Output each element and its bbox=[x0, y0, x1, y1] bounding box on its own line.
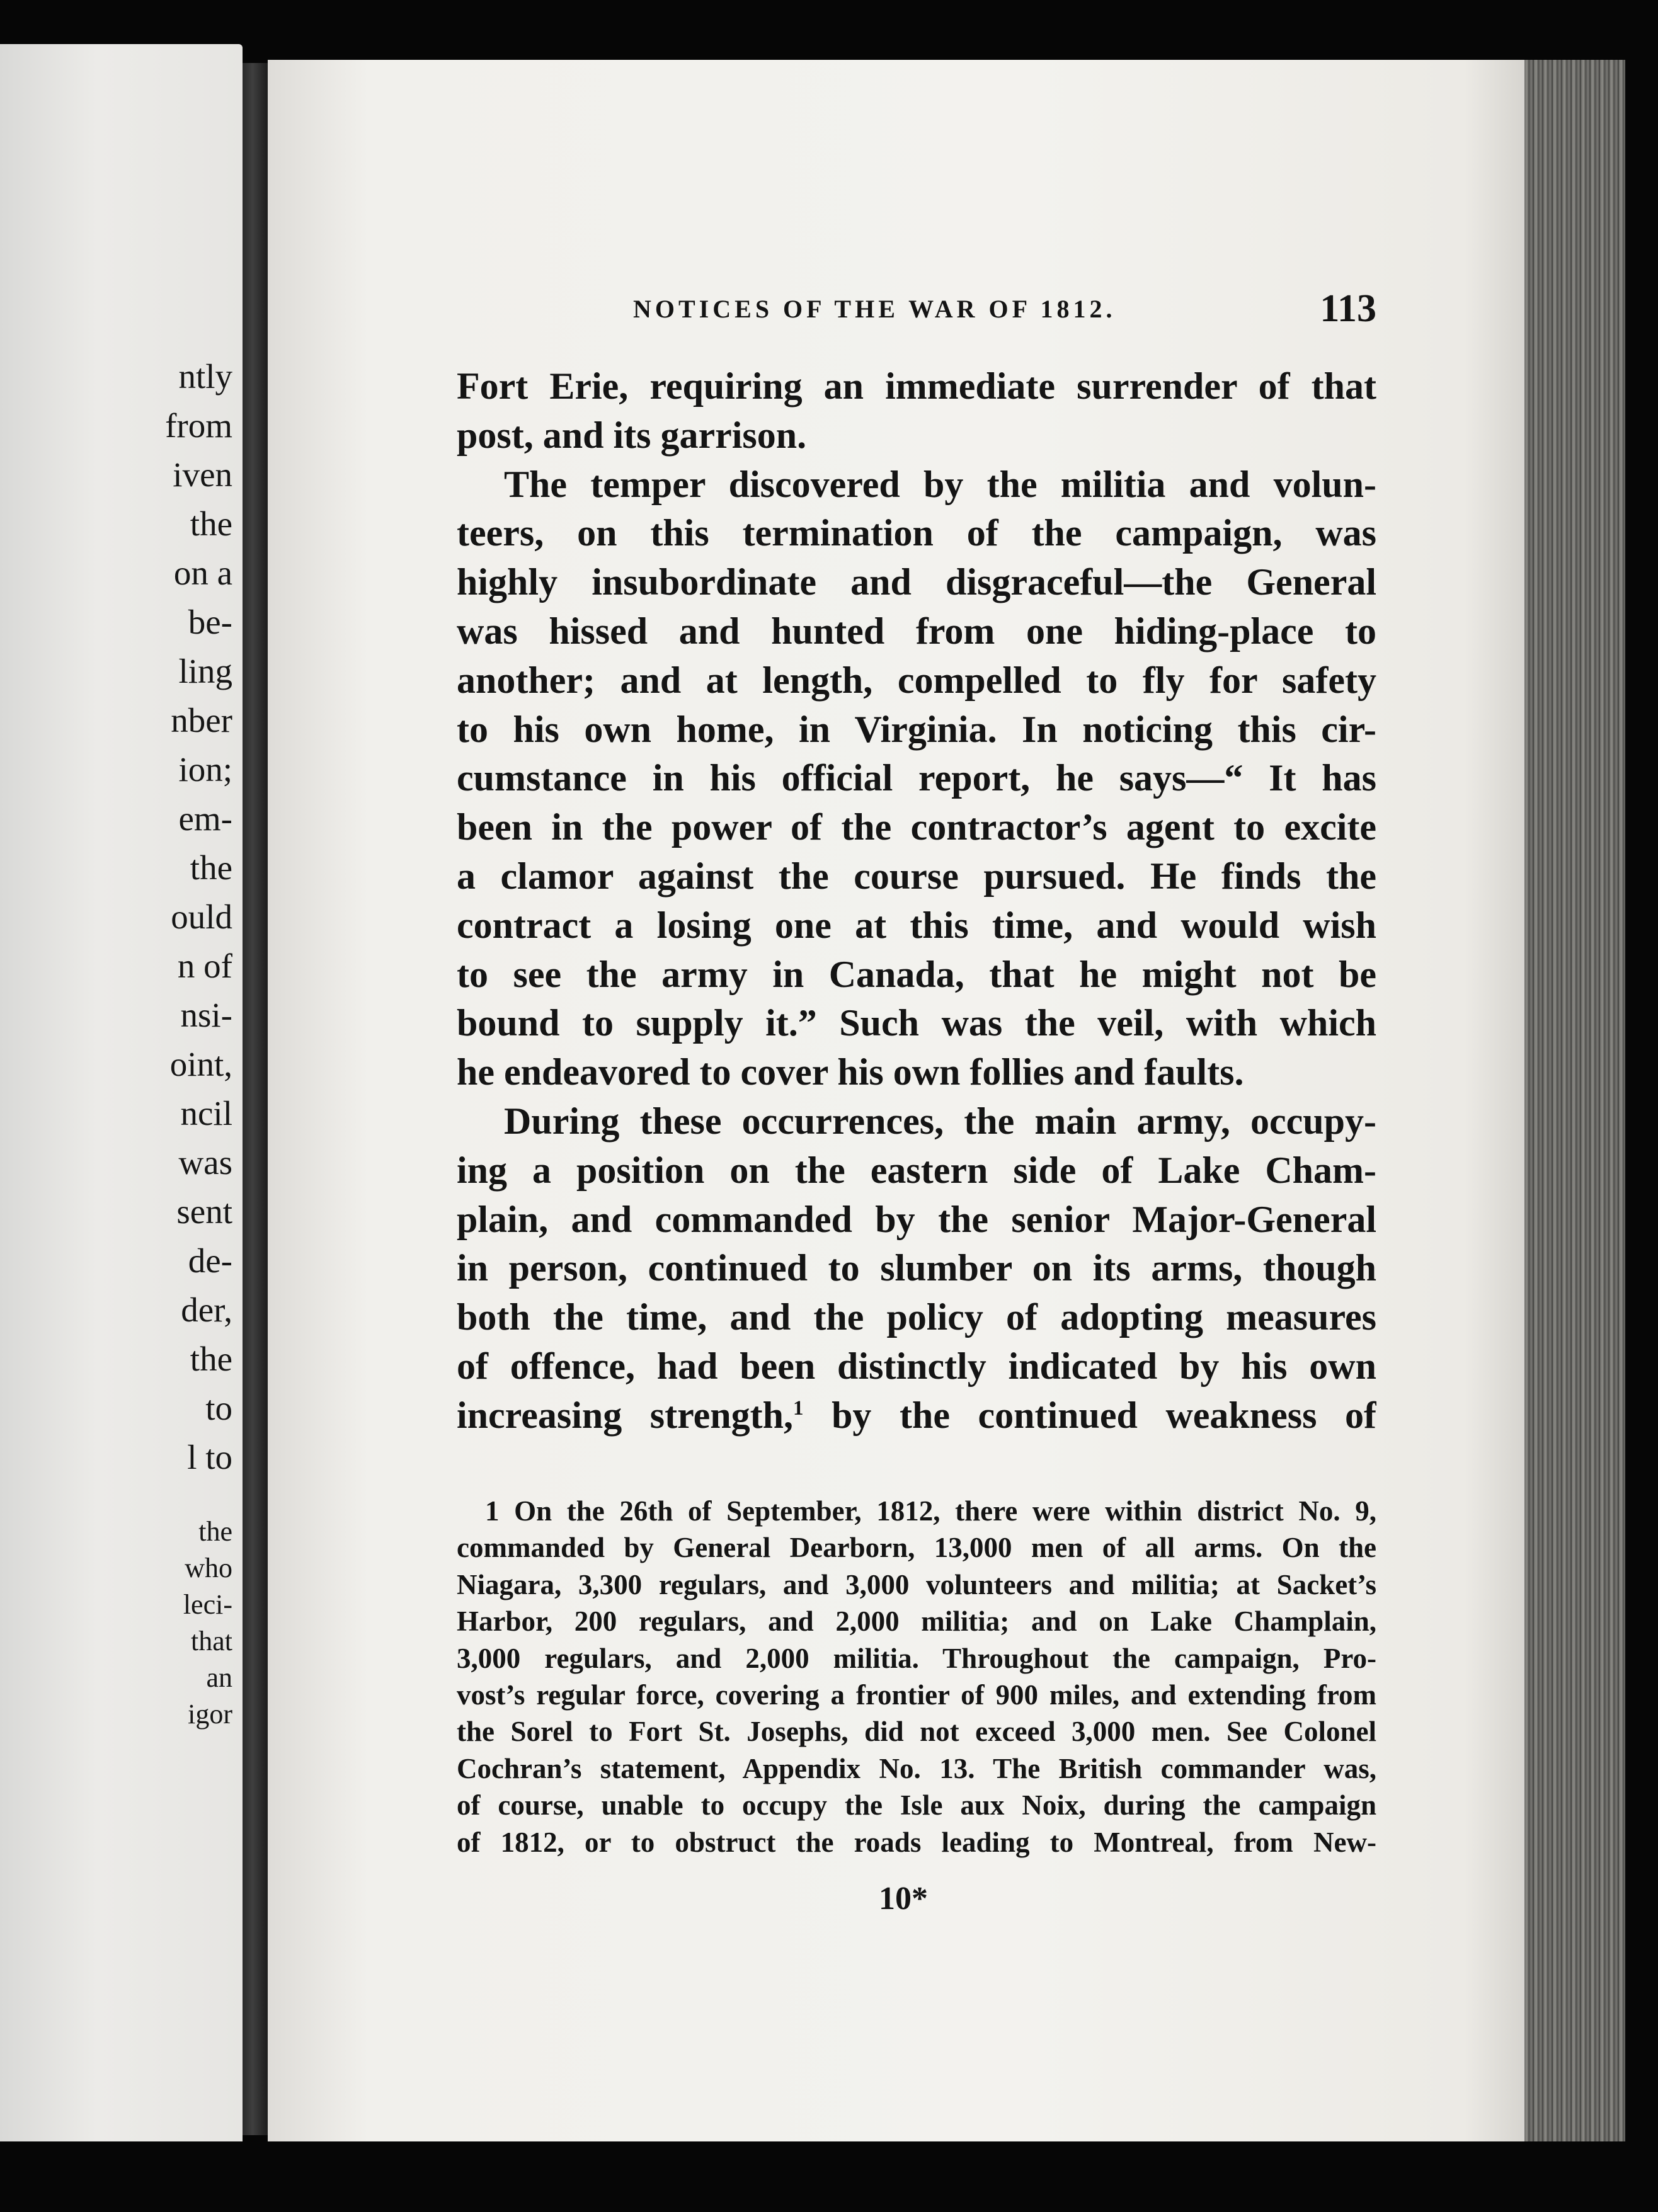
left-page-line: the bbox=[190, 1340, 232, 1378]
left-page-line: be- bbox=[188, 603, 232, 641]
left-page-line: the bbox=[190, 505, 232, 543]
footnote-line: Harbor, 200 regulars, and 2,000 militia; and on Lake Champlain, bbox=[457, 1605, 1376, 1638]
left-page-line: nsi- bbox=[180, 996, 232, 1034]
left-page-line: oint, bbox=[169, 1045, 232, 1083]
left-page-line: from bbox=[165, 406, 232, 445]
body-line: to see the army in Canada, that he might not be bbox=[457, 953, 1376, 995]
left-page-line: nber bbox=[171, 701, 232, 739]
body-line: another; and at length, compelled to fly for safety bbox=[457, 659, 1376, 701]
left-page-line: ion; bbox=[178, 750, 232, 789]
body-line-text: by the continued weakness of bbox=[803, 1394, 1376, 1436]
footnote-line: Niagara, 3,300 regulars, and 3,000 volunteers and militia; at Sacket’s bbox=[457, 1568, 1376, 1600]
left-page-line: on a bbox=[173, 554, 232, 592]
book-gutter bbox=[243, 63, 268, 2135]
page-number: 113 bbox=[1320, 287, 1376, 330]
paragraph-start-line: The temper discovered by the militia and volun- bbox=[504, 463, 1376, 505]
body-line-text: increasing strength, bbox=[457, 1394, 794, 1436]
footnote-line: the Sorel to Fort St. Josephs, did not exceed 3,000 men. See Colonel bbox=[457, 1716, 1376, 1748]
page-header bbox=[633, 287, 1376, 331]
footnote-line: vost’s regular force, covering a frontier of 900 miles, and extending from bbox=[457, 1679, 1376, 1711]
body-line: cumstance in his official report, he says—“ It has bbox=[457, 757, 1376, 799]
body-line: to his own home, in Virginia. In noticing this cir- bbox=[457, 708, 1376, 750]
left-page-line: was bbox=[178, 1143, 232, 1182]
footnote-line: 3,000 regulars, and 2,000 militia. Throughout the campaign, Pro- bbox=[457, 1642, 1376, 1674]
footnote-line: commanded by General Dearborn, 13,000 men of all arms. On the bbox=[457, 1532, 1376, 1564]
left-footnote-line: that bbox=[191, 1626, 232, 1656]
footnote-marker: 1 bbox=[485, 1495, 500, 1527]
body-line: he endeavored to cover his own follies and faults. bbox=[457, 1051, 1244, 1093]
footnote-text: On the 26th of September, 1812, there were within district No. 9, bbox=[499, 1495, 1376, 1527]
paragraph-start-line: During these occurrences, the main army, occupy- bbox=[504, 1100, 1376, 1142]
left-footnote-line: igor bbox=[188, 1699, 232, 1730]
left-page-line: de- bbox=[188, 1241, 232, 1280]
footnote-line: of 1812, or to obstruct the roads leading to Montreal, from New- bbox=[457, 1826, 1376, 1858]
left-page-line: l to bbox=[187, 1438, 232, 1476]
body-line: both the time, and the policy of adopting measures bbox=[457, 1296, 1376, 1338]
body-line: post, and its garrison. bbox=[457, 414, 807, 456]
body-line: contract a losing one at this time, and would wish bbox=[457, 904, 1376, 946]
body-text bbox=[457, 362, 1376, 1440]
left-page-line: ntly bbox=[178, 357, 232, 396]
body-line: plain, and commanded by the senior Major-General bbox=[457, 1198, 1376, 1240]
left-footnote-line: who bbox=[185, 1553, 232, 1583]
body-line: been in the power of the contractor’s agent to excite bbox=[457, 806, 1376, 848]
body-line: of offence, had been distinctly indicated by his own bbox=[457, 1345, 1376, 1387]
left-page-line: ncil bbox=[180, 1094, 232, 1132]
left-page-line: ould bbox=[171, 898, 232, 936]
left-footnote-line: leci- bbox=[183, 1589, 232, 1620]
footnote-line: of course, unable to occupy the Isle aux Noix, during the campaign bbox=[457, 1789, 1376, 1821]
left-page-line: der, bbox=[181, 1291, 232, 1329]
left-page-line: ling bbox=[178, 652, 232, 690]
running-head: NOTICES OF THE WAR OF 1812. bbox=[633, 295, 1116, 323]
left-page-line: to bbox=[205, 1389, 232, 1427]
left-page-line: em- bbox=[178, 799, 232, 838]
body-line: teers, on this termination of the campaign, was bbox=[457, 512, 1376, 554]
body-line bbox=[457, 1391, 1376, 1440]
body-line: ing a position on the eastern side of Lake Cham- bbox=[457, 1149, 1376, 1191]
body-line: in person, continued to slumber on its arms, though bbox=[457, 1247, 1376, 1289]
body-line: was hissed and hunted from one hiding-place to bbox=[457, 610, 1376, 652]
left-page-line: n of bbox=[177, 947, 232, 985]
body-line: highly insubordinate and disgraceful—the General bbox=[457, 561, 1376, 603]
left-page-line: sent bbox=[176, 1192, 232, 1231]
left-page-line: the bbox=[190, 848, 232, 887]
footnote-first-line bbox=[457, 1493, 1376, 1529]
left-footnote-line: the bbox=[198, 1516, 232, 1547]
body-line: Fort Erie, requiring an immediate surrender of that bbox=[457, 365, 1376, 407]
footnote-line: Cochran’s statement, Appendix No. 13. The British commander was, bbox=[457, 1752, 1376, 1784]
page-edges bbox=[1524, 60, 1625, 2141]
left-page-line: iven bbox=[173, 455, 232, 494]
footnote-reference: 1 bbox=[793, 1396, 804, 1420]
left-footnote-line: an bbox=[206, 1662, 232, 1693]
left-page bbox=[0, 44, 243, 2141]
body-line: bound to supply it.” Such was the veil, with which bbox=[457, 1002, 1376, 1044]
footnote bbox=[457, 1493, 1376, 1861]
signature-mark: 10* bbox=[879, 1881, 928, 1917]
body-line: a clamor against the course pursued. He finds the bbox=[457, 855, 1376, 897]
